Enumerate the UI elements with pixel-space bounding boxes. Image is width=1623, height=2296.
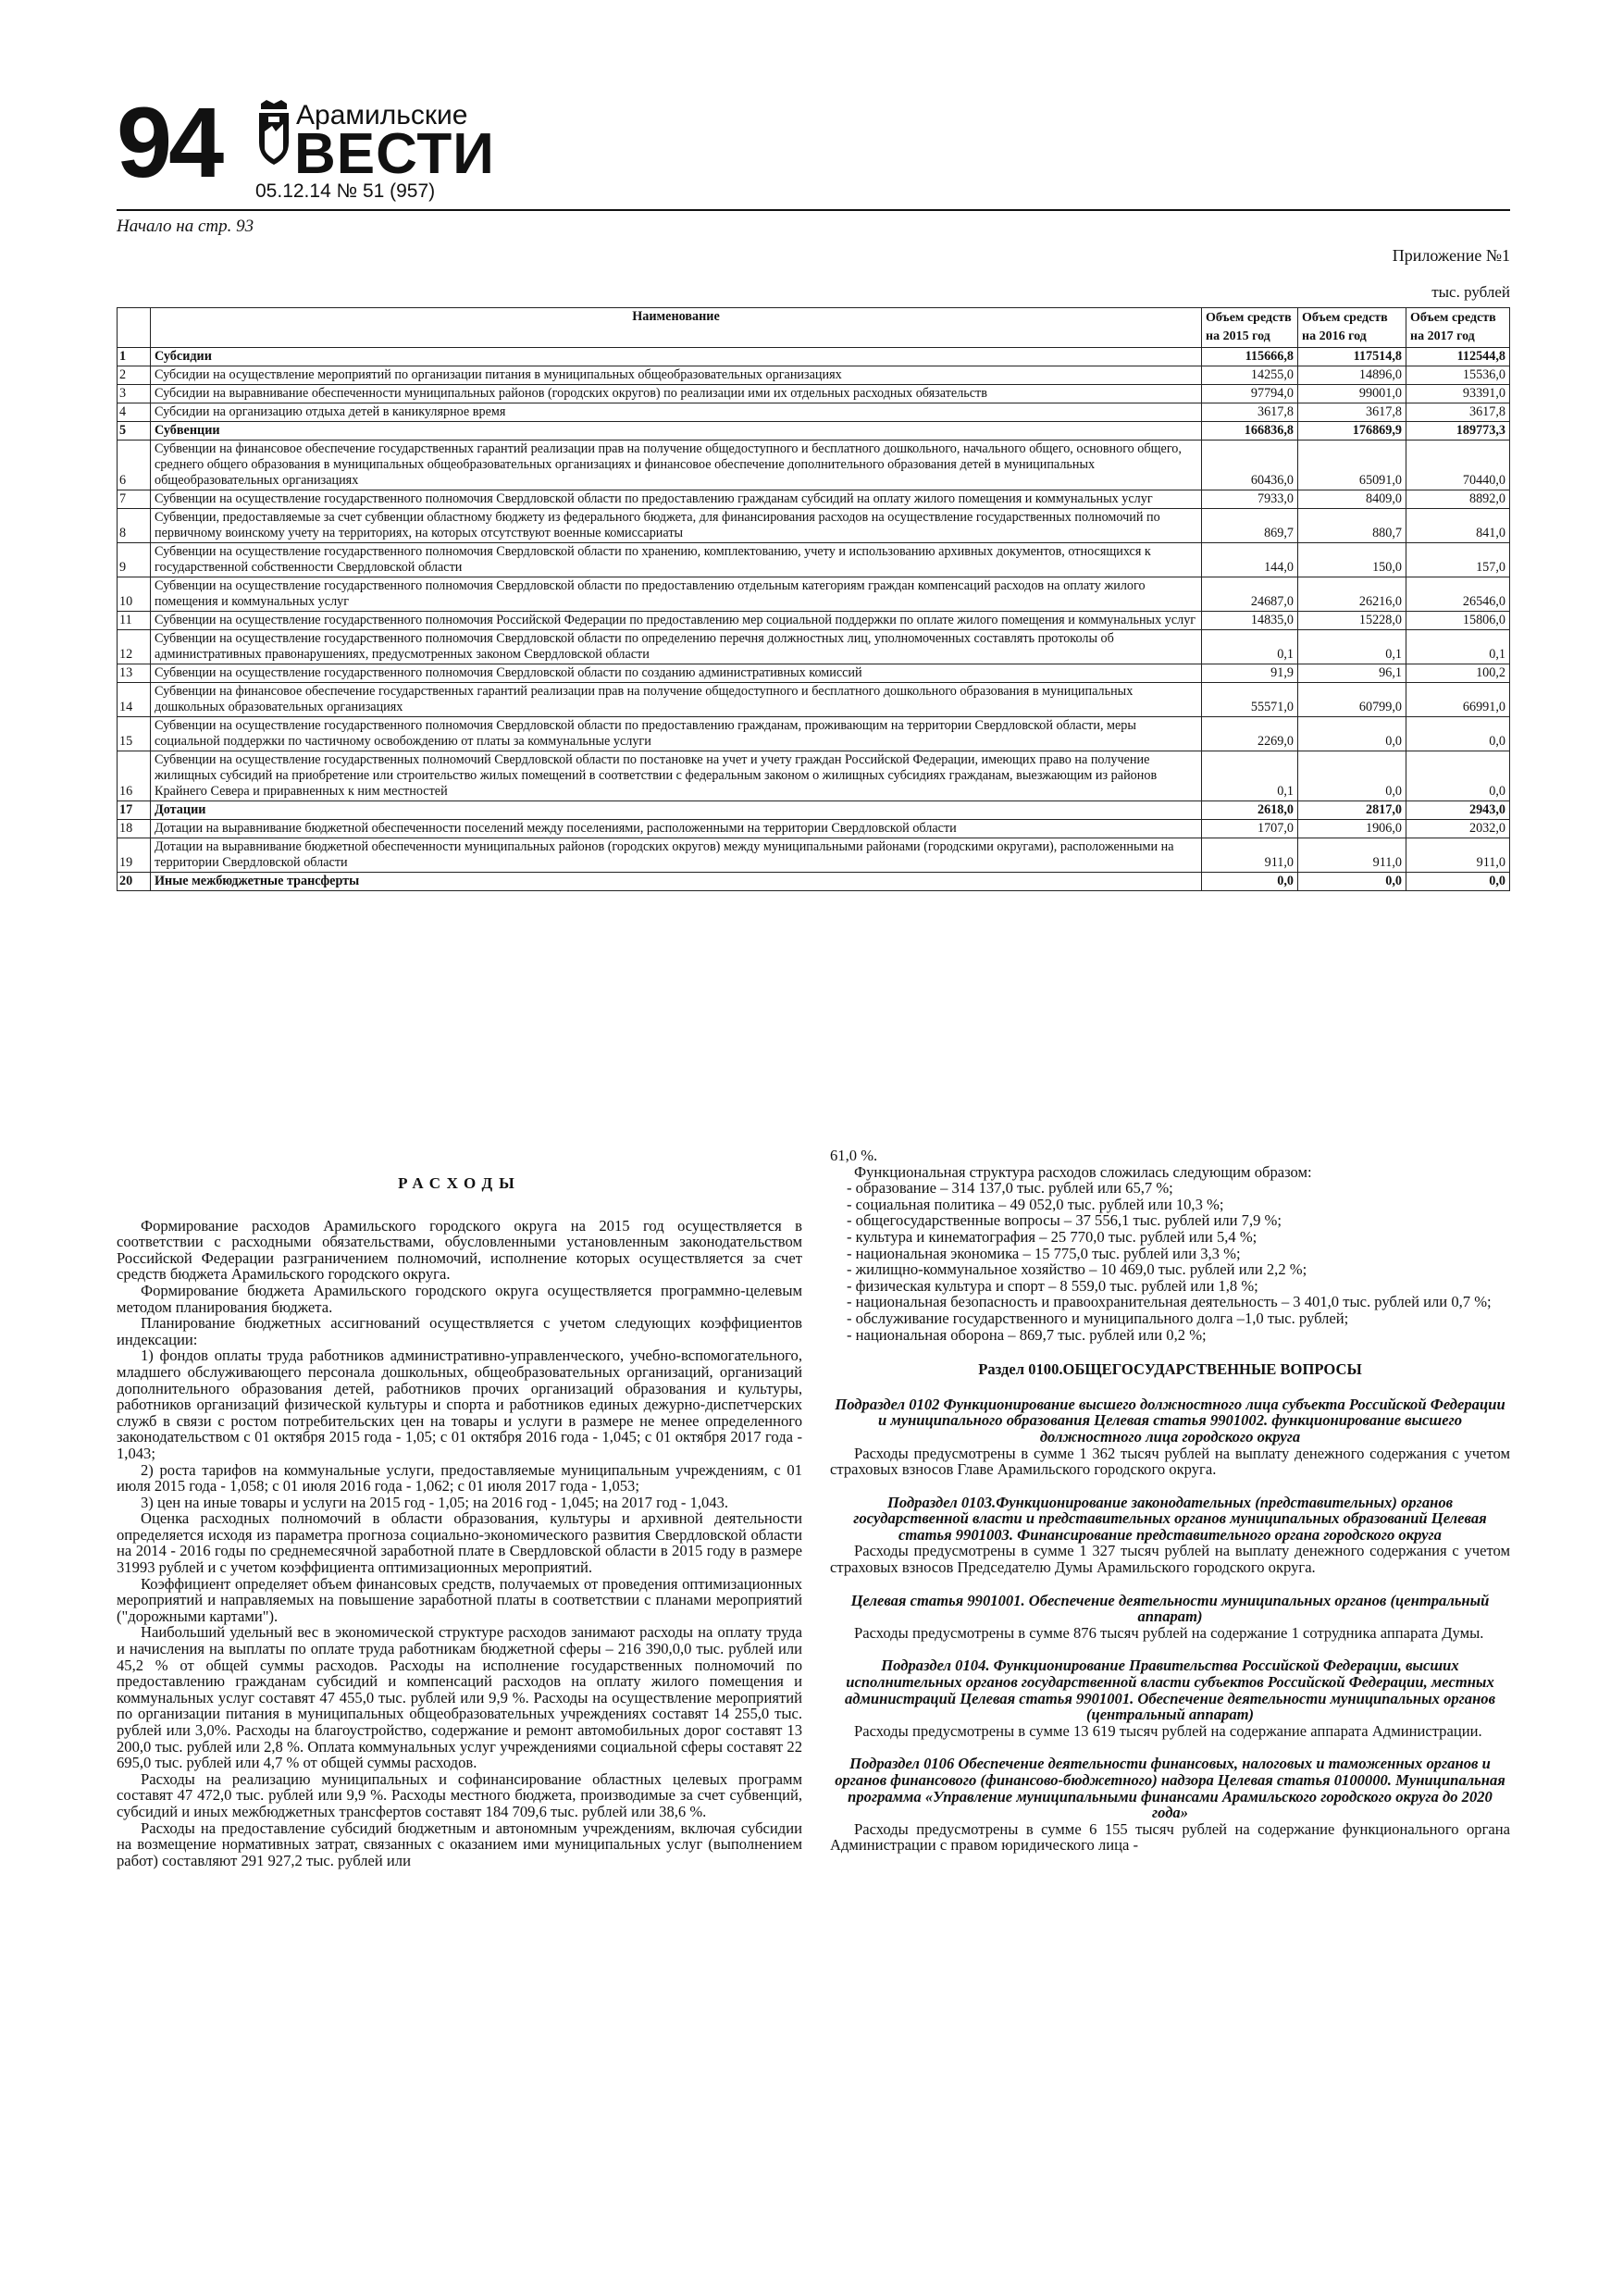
row-value-2015: 14255,0 xyxy=(1202,366,1298,385)
row-number: 14 xyxy=(118,683,151,717)
row-value-2017: 2943,0 xyxy=(1406,801,1510,820)
row-value-2015: 3617,8 xyxy=(1202,403,1298,422)
row-number: 16 xyxy=(118,751,151,801)
table-row xyxy=(118,664,1510,683)
subsection-heading: Подраздел 0103.Функционирование законодательных (представительных) органов государственной власти и представительных органов муниципальных образований Целевая статья 9901003. Финансирование представительного органа городского округа xyxy=(853,1493,1487,1544)
table-row xyxy=(118,577,1510,612)
row-name: Субвенции на финансовое обеспечение государственных гарантий реализации прав на получение общедоступного и бесплатного дошкольного образования в муниципальных дошкольных образовательных организациях xyxy=(151,683,1202,717)
paragraph: Формирование расходов Арамильского городского округа на 2015 год осуществляется в соответствии с расходными обязательствами, обусловленными установленным законодательством Российской Федерации разграничением полномочий, исполнение которых осуществляется за счет средств бюджета Арамильского городского округа. xyxy=(117,1216,802,1284)
row-value-2017: 26546,0 xyxy=(1406,577,1510,612)
row-value-2016: 0,0 xyxy=(1298,717,1406,751)
brand-title: ВЕСТИ xyxy=(294,122,495,186)
list-item: - образование – 314 137,0 тыс. рублей или 65,7 %; xyxy=(847,1179,1173,1198)
row-value-2016: 15228,0 xyxy=(1298,612,1406,630)
table-row xyxy=(118,873,1510,891)
paragraph: Расходы на реализацию муниципальных и софинансирование областных целевых программ составят 47 472,0 тыс. рублей или 9,9 %. Расходы местного бюджета, производимые за счет субвенций, субсидий и иных межбюджетных трансфертов составят 184 709,6 тыс. рублей или 38,6 %. xyxy=(117,1769,802,1820)
row-number: 20 xyxy=(118,873,151,891)
row-number: 7 xyxy=(118,490,151,509)
header-2015: Объем средств на 2015 год xyxy=(1202,308,1298,348)
list-item: - жилищно-коммунальное хозяйство – 10 469,0 тыс. рублей или 2,2 %; xyxy=(847,1260,1307,1279)
table-row xyxy=(118,422,1510,441)
row-number: 17 xyxy=(118,801,151,820)
header-2017: Объем средств на 2017 год xyxy=(1406,308,1510,348)
row-name: Субвенции на осуществление государственного полномочия Свердловской области по хранению, комплектованию, учету и использованию архивных документов, относящихся к государственной собственности Свердловской области xyxy=(151,543,1202,577)
row-value-2016: 60799,0 xyxy=(1298,683,1406,717)
row-number: 8 xyxy=(118,509,151,543)
row-value-2015: 1707,0 xyxy=(1202,820,1298,838)
table-row xyxy=(118,441,1510,490)
paragraph: Формирование бюджета Арамильского городского округа осуществляется программно-целевым методом планирования бюджета. xyxy=(117,1281,802,1316)
row-value-2016: 0,0 xyxy=(1298,751,1406,801)
subsection-heading: Целевая статья 9901001. Обеспечение деятельности муниципальных органов (центральный аппарат) xyxy=(850,1591,1490,1626)
row-number: 11 xyxy=(118,612,151,630)
row-number: 10 xyxy=(118,577,151,612)
row-value-2017: 8892,0 xyxy=(1406,490,1510,509)
table-row xyxy=(118,612,1510,630)
table-row xyxy=(118,838,1510,873)
row-value-2017: 15536,0 xyxy=(1406,366,1510,385)
table-row xyxy=(118,509,1510,543)
row-value-2015: 166836,8 xyxy=(1202,422,1298,441)
subsection-heading: Подраздел 0104. Функционирование Правительства Российской Федерации, высших исполнительных органов государственной власти субъектов Российской Федерации, местных администраций Целевая статья 9901001. Обеспечение деятельности муниципальных органов (центральный аппарат) xyxy=(844,1657,1496,1724)
row-value-2017: 0,0 xyxy=(1406,873,1510,891)
header-num xyxy=(118,308,151,348)
row-name: Дотации xyxy=(151,801,1202,820)
row-number: 13 xyxy=(118,664,151,683)
right-lead: 61,0 %. xyxy=(830,1147,878,1164)
list-item: - национальная оборона – 869,7 тыс. рублей или 0,2 %; xyxy=(847,1325,1207,1344)
row-number: 5 xyxy=(118,422,151,441)
row-value-2017: 911,0 xyxy=(1406,838,1510,873)
row-value-2017: 157,0 xyxy=(1406,543,1510,577)
row-value-2017: 0,1 xyxy=(1406,630,1510,664)
row-number: 15 xyxy=(118,717,151,751)
unit-label: тыс. рублей xyxy=(1431,283,1510,301)
row-value-2015: 55571,0 xyxy=(1202,683,1298,717)
row-number: 19 xyxy=(118,838,151,873)
row-value-2015: 869,7 xyxy=(1202,509,1298,543)
table-body xyxy=(118,348,1510,891)
row-value-2015: 0,1 xyxy=(1202,751,1298,801)
row-value-2016: 96,1 xyxy=(1298,664,1406,683)
subsection-heading: Подраздел 0102 Функционирование высшего должностного лица субъекта Российской Федерации и муниципального образования Целевая статья 9901002. функционирование высшего должностного лица городского округа xyxy=(835,1395,1505,1446)
row-number: 3 xyxy=(118,385,151,403)
row-number: 9 xyxy=(118,543,151,577)
row-number: 6 xyxy=(118,441,151,490)
table-row xyxy=(118,348,1510,366)
row-value-2015: 91,9 xyxy=(1202,664,1298,683)
table-row xyxy=(118,543,1510,577)
list-item: - обслуживание государственного и муниципального долга –1,0 тыс. рублей; xyxy=(847,1309,1349,1327)
row-value-2015: 14835,0 xyxy=(1202,612,1298,630)
table-row xyxy=(118,751,1510,801)
row-value-2016: 65091,0 xyxy=(1298,441,1406,490)
table-row xyxy=(118,385,1510,403)
subsection-text: Расходы предусмотрены в сумме 13 619 тысяч рублей на содержание аппарата Администрации. xyxy=(854,1721,1482,1740)
row-name: Субвенции xyxy=(151,422,1202,441)
row-value-2017: 112544,8 xyxy=(1406,348,1510,366)
row-value-2016: 150,0 xyxy=(1298,543,1406,577)
paragraph: Оценка расходных полномочий в области образования, культуры и архивной деятельности определяется исходя из параметра прогноза социально-экономического развития Свердловской области на 2014 - 2016 годы по среднемесячной заработной плате в Свердловской области в 2015 году в размере 31993 рублей и с учетом коэффициента оптимизационных мероприятий. xyxy=(117,1509,802,1577)
list-item: - физическая культура и спорт – 8 559,0 тыс. рублей или 1,8 %; xyxy=(847,1276,1258,1295)
row-value-2016: 880,7 xyxy=(1298,509,1406,543)
row-value-2017: 15806,0 xyxy=(1406,612,1510,630)
row-name: Иные межбюджетные трансферты xyxy=(151,873,1202,891)
structure-intro: Функциональная структура расходов сложилась следующим образом: xyxy=(854,1162,1312,1181)
row-value-2017: 189773,3 xyxy=(1406,422,1510,441)
left-paragraphs xyxy=(117,1218,802,1869)
row-name: Дотации на выравнивание бюджетной обеспеченности муниципальных районов (городских округов) между муниципальными районами (городскими округами), расположенными на территории Свердловской области xyxy=(151,838,1202,873)
left-column xyxy=(117,1148,802,1868)
row-value-2016: 0,1 xyxy=(1298,630,1406,664)
row-value-2016: 911,0 xyxy=(1298,838,1406,873)
row-name: Субвенции на осуществление государственного полномочия Свердловской области по предоставлению отдельным категориям граждан компенсаций расходов на оплату жилого помещения и коммунальных услуг xyxy=(151,577,1202,612)
header-2016: Объем средств на 2016 год xyxy=(1298,308,1406,348)
crest-logo-icon xyxy=(255,100,292,167)
row-number: 18 xyxy=(118,820,151,838)
subsection-text: Расходы предусмотрены в сумме 1 327 тысяч рублей на выплату денежного содержания с учетом страховых взносов Председателю Думы Арамильского городского округа. xyxy=(830,1542,1510,1577)
table-row xyxy=(118,820,1510,838)
paragraph: Коэффициент определяет объем финансовых средств, получаемых от проведения оптимизационных мероприятий и направляемых на повышение заработной платы в соответствии с планами мероприятий ("дорожными картами"). xyxy=(117,1574,802,1625)
row-value-2017: 0,0 xyxy=(1406,751,1510,801)
row-value-2015: 144,0 xyxy=(1202,543,1298,577)
row-number: 1 xyxy=(118,348,151,366)
row-number: 4 xyxy=(118,403,151,422)
continued-note: Начало на стр. 93 xyxy=(117,217,254,236)
row-value-2016: 2817,0 xyxy=(1298,801,1406,820)
table-row xyxy=(118,403,1510,422)
row-value-2017: 66991,0 xyxy=(1406,683,1510,717)
table-row xyxy=(118,801,1510,820)
row-name: Субсидии на организацию отдыха детей в каникулярное время xyxy=(151,403,1202,422)
row-name: Субвенции на финансовое обеспечение государственных гарантий реализации прав на получение общедоступного и бесплатного дошкольного, начального общего, основного общего, среднего общего образования в муниципальных общеобразовательных организациях и финансовое обеспечение дополнительного образования детей в муниципальных общеобразовательных организациях xyxy=(151,441,1202,490)
row-name: Дотации на выравнивание бюджетной обеспеченности поселений между поселениями, расположенными на территории Свердловской области xyxy=(151,820,1202,838)
subsection-text: Расходы предусмотрены в сумме 6 155 тысяч рублей на содержание функционального органа Администрации с правом юридического лица - xyxy=(830,1819,1510,1855)
structure-list xyxy=(830,1180,1510,1343)
row-number: 12 xyxy=(118,630,151,664)
paragraph: 2) роста тарифов на коммунальные услуги, предоставляемые муниципальным учреждениям, с 01 июля 2015 года - 1,058; с 01 июля 2016 года - 1,062; с 01 июля 2017 года - 1,053; xyxy=(117,1460,802,1496)
appendix-title: Приложение №1 xyxy=(1392,246,1510,265)
row-name: Субвенции на осуществление государственного полномочия Свердловской области по созданию административных комиссий xyxy=(151,664,1202,683)
row-value-2015: 24687,0 xyxy=(1202,577,1298,612)
row-name: Субвенции на осуществление государственного полномочия Свердловской области по предоставлению гражданам субсидий на оплату жилого помещения и коммунальных услуг xyxy=(151,490,1202,509)
table-row xyxy=(118,490,1510,509)
row-value-2015: 2618,0 xyxy=(1202,801,1298,820)
row-value-2016: 1906,0 xyxy=(1298,820,1406,838)
table-row xyxy=(118,630,1510,664)
paragraph: Планирование бюджетных ассигнований осуществляется с учетом следующих коэффициентов индексации: xyxy=(117,1314,802,1348)
brand-subtitle: Арамильские xyxy=(296,100,468,130)
right-blocks xyxy=(830,1396,1510,1854)
table-row xyxy=(118,683,1510,717)
row-value-2015: 7933,0 xyxy=(1202,490,1298,509)
header-name: Наименование xyxy=(151,308,1202,348)
row-name: Субвенции, предоставляемые за счет субвенции областному бюджету из федерального бюджета, для финансирования расходов на осуществление государственных полномочий по первичному воинскому учету на территориях, на которых отсутствуют военные комиссариаты xyxy=(151,509,1202,543)
budget-table xyxy=(117,307,1510,891)
row-value-2015: 60436,0 xyxy=(1202,441,1298,490)
subsection-text: Расходы предусмотрены в сумме 1 362 тысяч рублей на выплату денежного содержания с учетом страховых взносов Главе Арамильского городского округа. xyxy=(830,1444,1510,1479)
list-item: - национальная безопасность и правоохранительная деятельность – 3 401,0 тыс. рублей или 0,7 %; xyxy=(847,1293,1492,1311)
row-value-2017: 2032,0 xyxy=(1406,820,1510,838)
paragraph: 1) фондов оплаты труда работников административно-управленческого, учебно-вспомогательного, младшего обслуживающего персонала дошкольных, общеобразовательных организаций, организаций дополнительного образования детей, работников прочих организаций образования и культуры, работников организаций физической культуры и спорта и работников единых дежурно-диспетчерских служб в связи с ростом потребительских цен на товары и услуги в размере не менее определенного законодательством с 01 октября 2015 года - 1,05; с 01 октября 2016 года - 1,045; с 01 октября 2017 года - 1,043; xyxy=(117,1347,802,1462)
row-name: Субсидии на выравнивание обеспеченности муниципальных районов (городских округов) по реализации ими их отдельных расходных обязательств xyxy=(151,385,1202,403)
row-value-2016: 117514,8 xyxy=(1298,348,1406,366)
row-name: Субвенции на осуществление государственного полномочия Свердловской области по предоставлению гражданам, проживающим на территории Свердловской области, меры социальной поддержки по частичному освобождению от платы за коммунальные услуги xyxy=(151,717,1202,751)
row-value-2015: 911,0 xyxy=(1202,838,1298,873)
row-value-2015: 97794,0 xyxy=(1202,385,1298,403)
row-value-2015: 0,1 xyxy=(1202,630,1298,664)
row-value-2017: 841,0 xyxy=(1406,509,1510,543)
row-value-2017: 100,2 xyxy=(1406,664,1510,683)
row-value-2017: 70440,0 xyxy=(1406,441,1510,490)
row-name: Субсидии на осуществление мероприятий по организации питания в муниципальных общеобразовательных организациях xyxy=(151,366,1202,385)
row-value-2015: 2269,0 xyxy=(1202,717,1298,751)
row-value-2016: 26216,0 xyxy=(1298,577,1406,612)
subsection-heading: Подраздел 0106 Обеспечение деятельности финансовых, налоговых и таможенных органов и органов финансового (финансово-бюджетного) надзора Целевая статья 0100000. Муниципальная программа «Управление муниципальными финансами Арамильского городского округа до 2020 года» xyxy=(835,1755,1505,1822)
section-title: Раздел 0100.ОБЩЕГОСУДАРСТВЕННЫЕ ВОПРОСЫ xyxy=(978,1360,1362,1379)
row-name: Субсидии xyxy=(151,348,1202,366)
row-value-2017: 3617,8 xyxy=(1406,403,1510,422)
page-number: 94 xyxy=(117,86,221,198)
issue-info: 05.12.14 № 51 (957) xyxy=(255,180,436,202)
expenses-heading: РАСХОДЫ xyxy=(398,1174,521,1192)
row-value-2015: 0,0 xyxy=(1202,873,1298,891)
list-item: - социальная политика – 49 052,0 тыс. рублей или 10,3 %; xyxy=(847,1195,1224,1213)
paragraph: 3) цен на иные товары и услуги на 2015 год - 1,05; на 2016 год - 1,045; на 2017 год - 1,043. xyxy=(141,1493,729,1511)
row-name: Субвенции на осуществление государственного полномочия Российской Федерации по предоставлению мер социальной поддержки по оплате жилого помещения и коммунальных услуг xyxy=(151,612,1202,630)
row-value-2017: 0,0 xyxy=(1406,717,1510,751)
list-item: - национальная экономика – 15 775,0 тыс. рублей или 3,3 %; xyxy=(847,1244,1241,1262)
table-row xyxy=(118,717,1510,751)
row-value-2016: 3617,8 xyxy=(1298,403,1406,422)
header-rule xyxy=(117,209,1510,211)
row-value-2016: 14896,0 xyxy=(1298,366,1406,385)
row-value-2016: 0,0 xyxy=(1298,873,1406,891)
row-value-2015: 115666,8 xyxy=(1202,348,1298,366)
paragraph: Наибольший удельный вес в экономической структуре расходов занимают расходы на оплату труда и начисления на выплаты по оплате труда работникам бюджетной сферы – 216 390,0,0 тыс. рублей или 45,2 % от общей суммы расходов. Расходы на исполнение государственных полномочий по предоставлению гражданам субсидий и компенсаций расходов на оплату жилого помещения и коммунальных услуг составят 47 455,0 тыс. рублей или 9,9 %. Расходы на осуществление мероприятий по организации питания в муниципальных общеобразовательных учреждениях составят 14 255,0 тыс. рублей или 3,0%. Расходы на благоустройство, содержание и ремонт автомобильных дорог составят 13 200,0 тыс. рублей или 2,8 %. Оплата коммунальных услуг учреждениями социальной сферы составят 22 695,0 тыс. рублей или 4,7 % от общей суммы расходов. xyxy=(117,1623,802,1772)
row-value-2016: 8409,0 xyxy=(1298,490,1406,509)
paragraph: Расходы на предоставление субсидий бюджетным и автономным учреждениям, включая субсидии на возмещение нормативных затрат, связанных с оказанием ими муниципальных услуг (выполнением работ) составляют 291 927,2 тыс. рублей или xyxy=(117,1818,802,1869)
row-value-2016: 176869,9 xyxy=(1298,422,1406,441)
list-item: - культура и кинематография – 25 770,0 тыс. рублей или 5,4 %; xyxy=(847,1227,1258,1246)
row-value-2017: 93391,0 xyxy=(1406,385,1510,403)
table-row xyxy=(118,366,1510,385)
row-name: Субвенции на осуществление государственного полномочия Свердловской области по определению перечня должностных лиц, уполномоченных составлять протоколы об административных правонарушениях, предусмотренных законом Свердловской области xyxy=(151,630,1202,664)
list-item: - общегосударственные вопросы – 37 556,1 тыс. рублей или 7,9 %; xyxy=(847,1211,1282,1230)
row-name: Субвенции на осуществление государственных полномочий Свердловской области по постановке на учет и учету граждан Российской Федерации, имеющих право на получение жилищных субсидий на приобретение или строительство жилых помещений в соответствии с федеральным законом о жилищных субсидиях гражданам, выезжающим из районов Крайнего Севера и приравненных к ним местностей xyxy=(151,751,1202,801)
table-header-row xyxy=(118,308,1510,348)
row-number: 2 xyxy=(118,366,151,385)
row-value-2016: 99001,0 xyxy=(1298,385,1406,403)
right-column xyxy=(830,1148,1510,1854)
subsection-text: Расходы предусмотрены в сумме 876 тысяч рублей на содержание 1 сотрудника аппарата Думы. xyxy=(854,1623,1484,1642)
